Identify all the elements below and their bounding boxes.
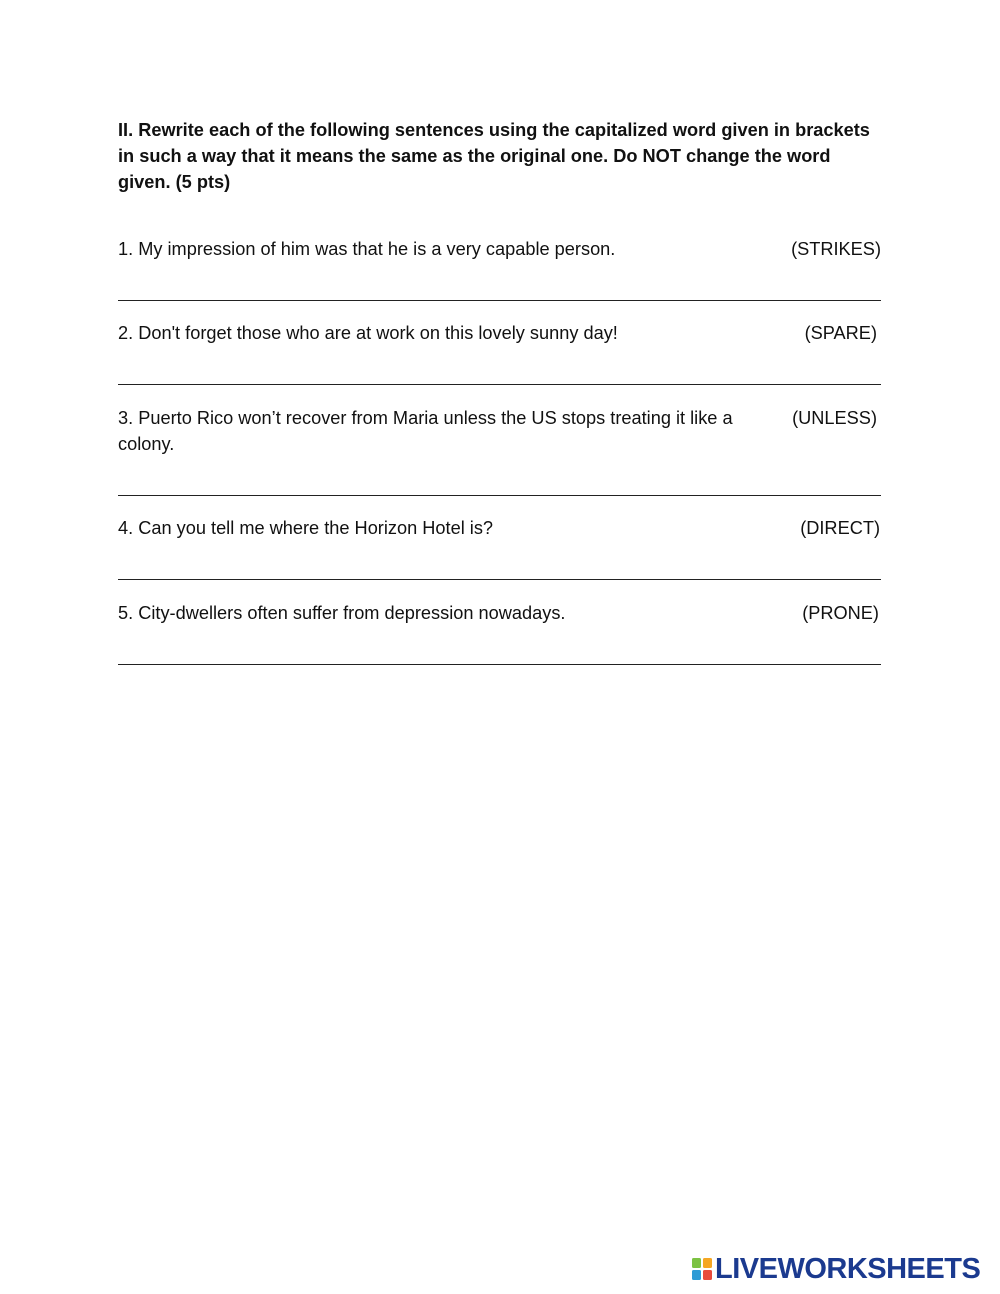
- question-keyword: (PRONE): [802, 603, 879, 623]
- question-text: 5. City-dwellers often suffer from depression nowadays.: [118, 603, 566, 623]
- question-text: 1. My impression of him was that he is a very capable person.: [118, 239, 616, 259]
- question-keyword: (STRIKES): [791, 239, 881, 259]
- question-keyword: (DIRECT): [800, 518, 880, 538]
- question-text: 2. Don't forget those who are at work on this lovely sunny day!: [118, 323, 618, 343]
- answer-line-4[interactable]: [118, 579, 881, 580]
- question-2: [118, 320, 881, 346]
- question-4: [118, 515, 881, 541]
- answer-line-3[interactable]: [118, 495, 881, 496]
- question-1: [118, 236, 881, 262]
- answer-line-5[interactable]: [118, 664, 881, 665]
- question-text: 3. Puerto Rico won’t recover from Maria unless the US stops treating it like a colony.: [118, 408, 733, 454]
- liveworksheets-logo-icon: [692, 1258, 712, 1280]
- question-keyword: (UNLESS): [792, 408, 877, 428]
- answer-line-2[interactable]: [118, 384, 881, 385]
- instructions-heading: II. Rewrite each of the following sentences using the capitalized word given in brackets in such a way that it means the same as the original one. Do NOT change the word given. (5 pts): [118, 120, 870, 192]
- question-text: 4. Can you tell me where the Horizon Hotel is?: [118, 518, 494, 538]
- answer-line-1[interactable]: [118, 300, 881, 301]
- question-keyword: (SPARE): [804, 323, 877, 343]
- question-3: [118, 405, 881, 457]
- liveworksheets-logo: [692, 1254, 980, 1284]
- liveworksheets-logo-text: LIVEWORKSHEETS: [715, 1253, 981, 1285]
- question-5: [118, 600, 881, 626]
